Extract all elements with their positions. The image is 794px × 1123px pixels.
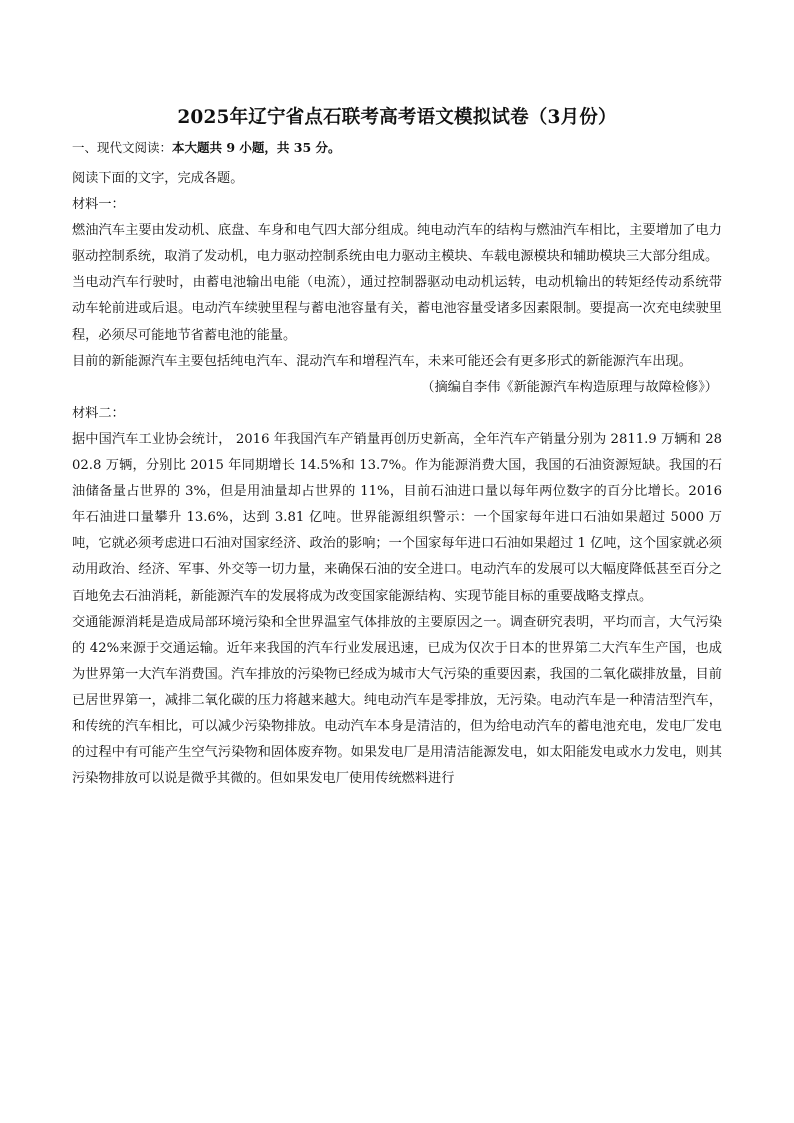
material-one-source: （摘编自李伟《新能源汽车构造原理与故障检修》） [421, 379, 718, 395]
section-heading [72, 137, 722, 159]
material-one-paragraph: 当电动汽车行驶时，由蓄电池输出电能（电流），通过控制器驱动电动机运转，电动机输出的转矩经传动系统带动车轮前进或后退。电动汽车续驶里程与蓄电池容量有关，蓄电池容量受诸多因素限制。要提高一次充电续驶里程，必须尽可能地节省蓄电池的能量。 [72, 275, 722, 343]
material-two-paragraph: 交通能源消耗是造成局部环境污染和全世界温室气体排放的主要原因之一。调查研究表明，平均而言，大气污染的 42%来源于交通运输。近年来我国的汽车行业发展迅速，已成为仅次于日本的世界第二大汽车生产国，也成为世界第一大汽车消费国。汽车排放的污染物已经成为城市大气污染的重要因素，我国的二氧化碳排放量，目前已居世界第一，减排二氧化碳的压力将越来越大。纯电动汽车是零排放，无污染。电动汽车是一种清洁型汽车，和传统的汽车相比，可以减少污染物排放。电动汽车本身是清洁的，但为给电动汽车的蓄电池充电，发电厂发电的过程中有可能产生空气污染物和固体废弃物。如果发电厂是用清洁能源发电，如太阳能发电或水力发电，则其污染物排放可以说是微乎其微的。但如果发电厂使用传统燃料进行 [72, 614, 722, 787]
material-one-label: 材料一： [72, 197, 125, 213]
section-description: 本大题共 9 小题，共 35 分。 [172, 140, 341, 155]
page-title: 2025年辽宁省点石联考高考语文模拟试卷（3月份） [177, 107, 617, 128]
material-two-paragraph: 据中国汽车工业协会统计， 2016 年我国汽车产销量再创历史新高，全年汽车产销量分别为 2811.9 万辆和 2802.8 万辆，分别比 2015 年同期增长 14.5%和 13.7%。作为能源消费大国，我国的石油资源短缺。我国的石油储备量占世界的 3%，但是用油量却占世界的 11%，目前石油进口量以每年两位数字的百分比增长。2016 年石油进口量攀升 13.6%，达到 3.81 亿吨。世界能源组织警示：一个国家每年进口石油如果超过 5000 万吨，它就必须考虑进口石油对国家经济、政治的影响；一个国家每年进口石油如果超过 1 亿吨，这个国家就必须动用政治、经济、军事、外交等一切力量，来确保石油的安全进口。电动汽车的发展可以大幅度降低甚至百分之百地免去石油消耗，新能源汽车的发展将成为改变国家能源结构、实现节能目标的重要战略支撑点。 [72, 431, 722, 604]
reading-instruction: 阅读下面的文字，完成各题。 [72, 171, 244, 186]
material-one-paragraph: 目前的新能源汽车主要包括纯电汽车、混动汽车和增程汽车，未来可能还会有更多形式的新能源汽车出现。 [72, 353, 692, 369]
section-prefix: 一、现代文阅读： [72, 140, 173, 155]
exam-page [72, 104, 722, 792]
material-one-paragraph: 燃油汽车主要由发动机、底盘、车身和电气四大部分组成。纯电动汽车的结构与燃油汽车相比，主要增加了电力驱动控制系统，取消了发动机，电力驱动控制系统由电力驱动主模块、车载电源模块和辅助模块三大部分组成。 [72, 223, 722, 265]
material-two-label: 材料二： [72, 405, 125, 421]
